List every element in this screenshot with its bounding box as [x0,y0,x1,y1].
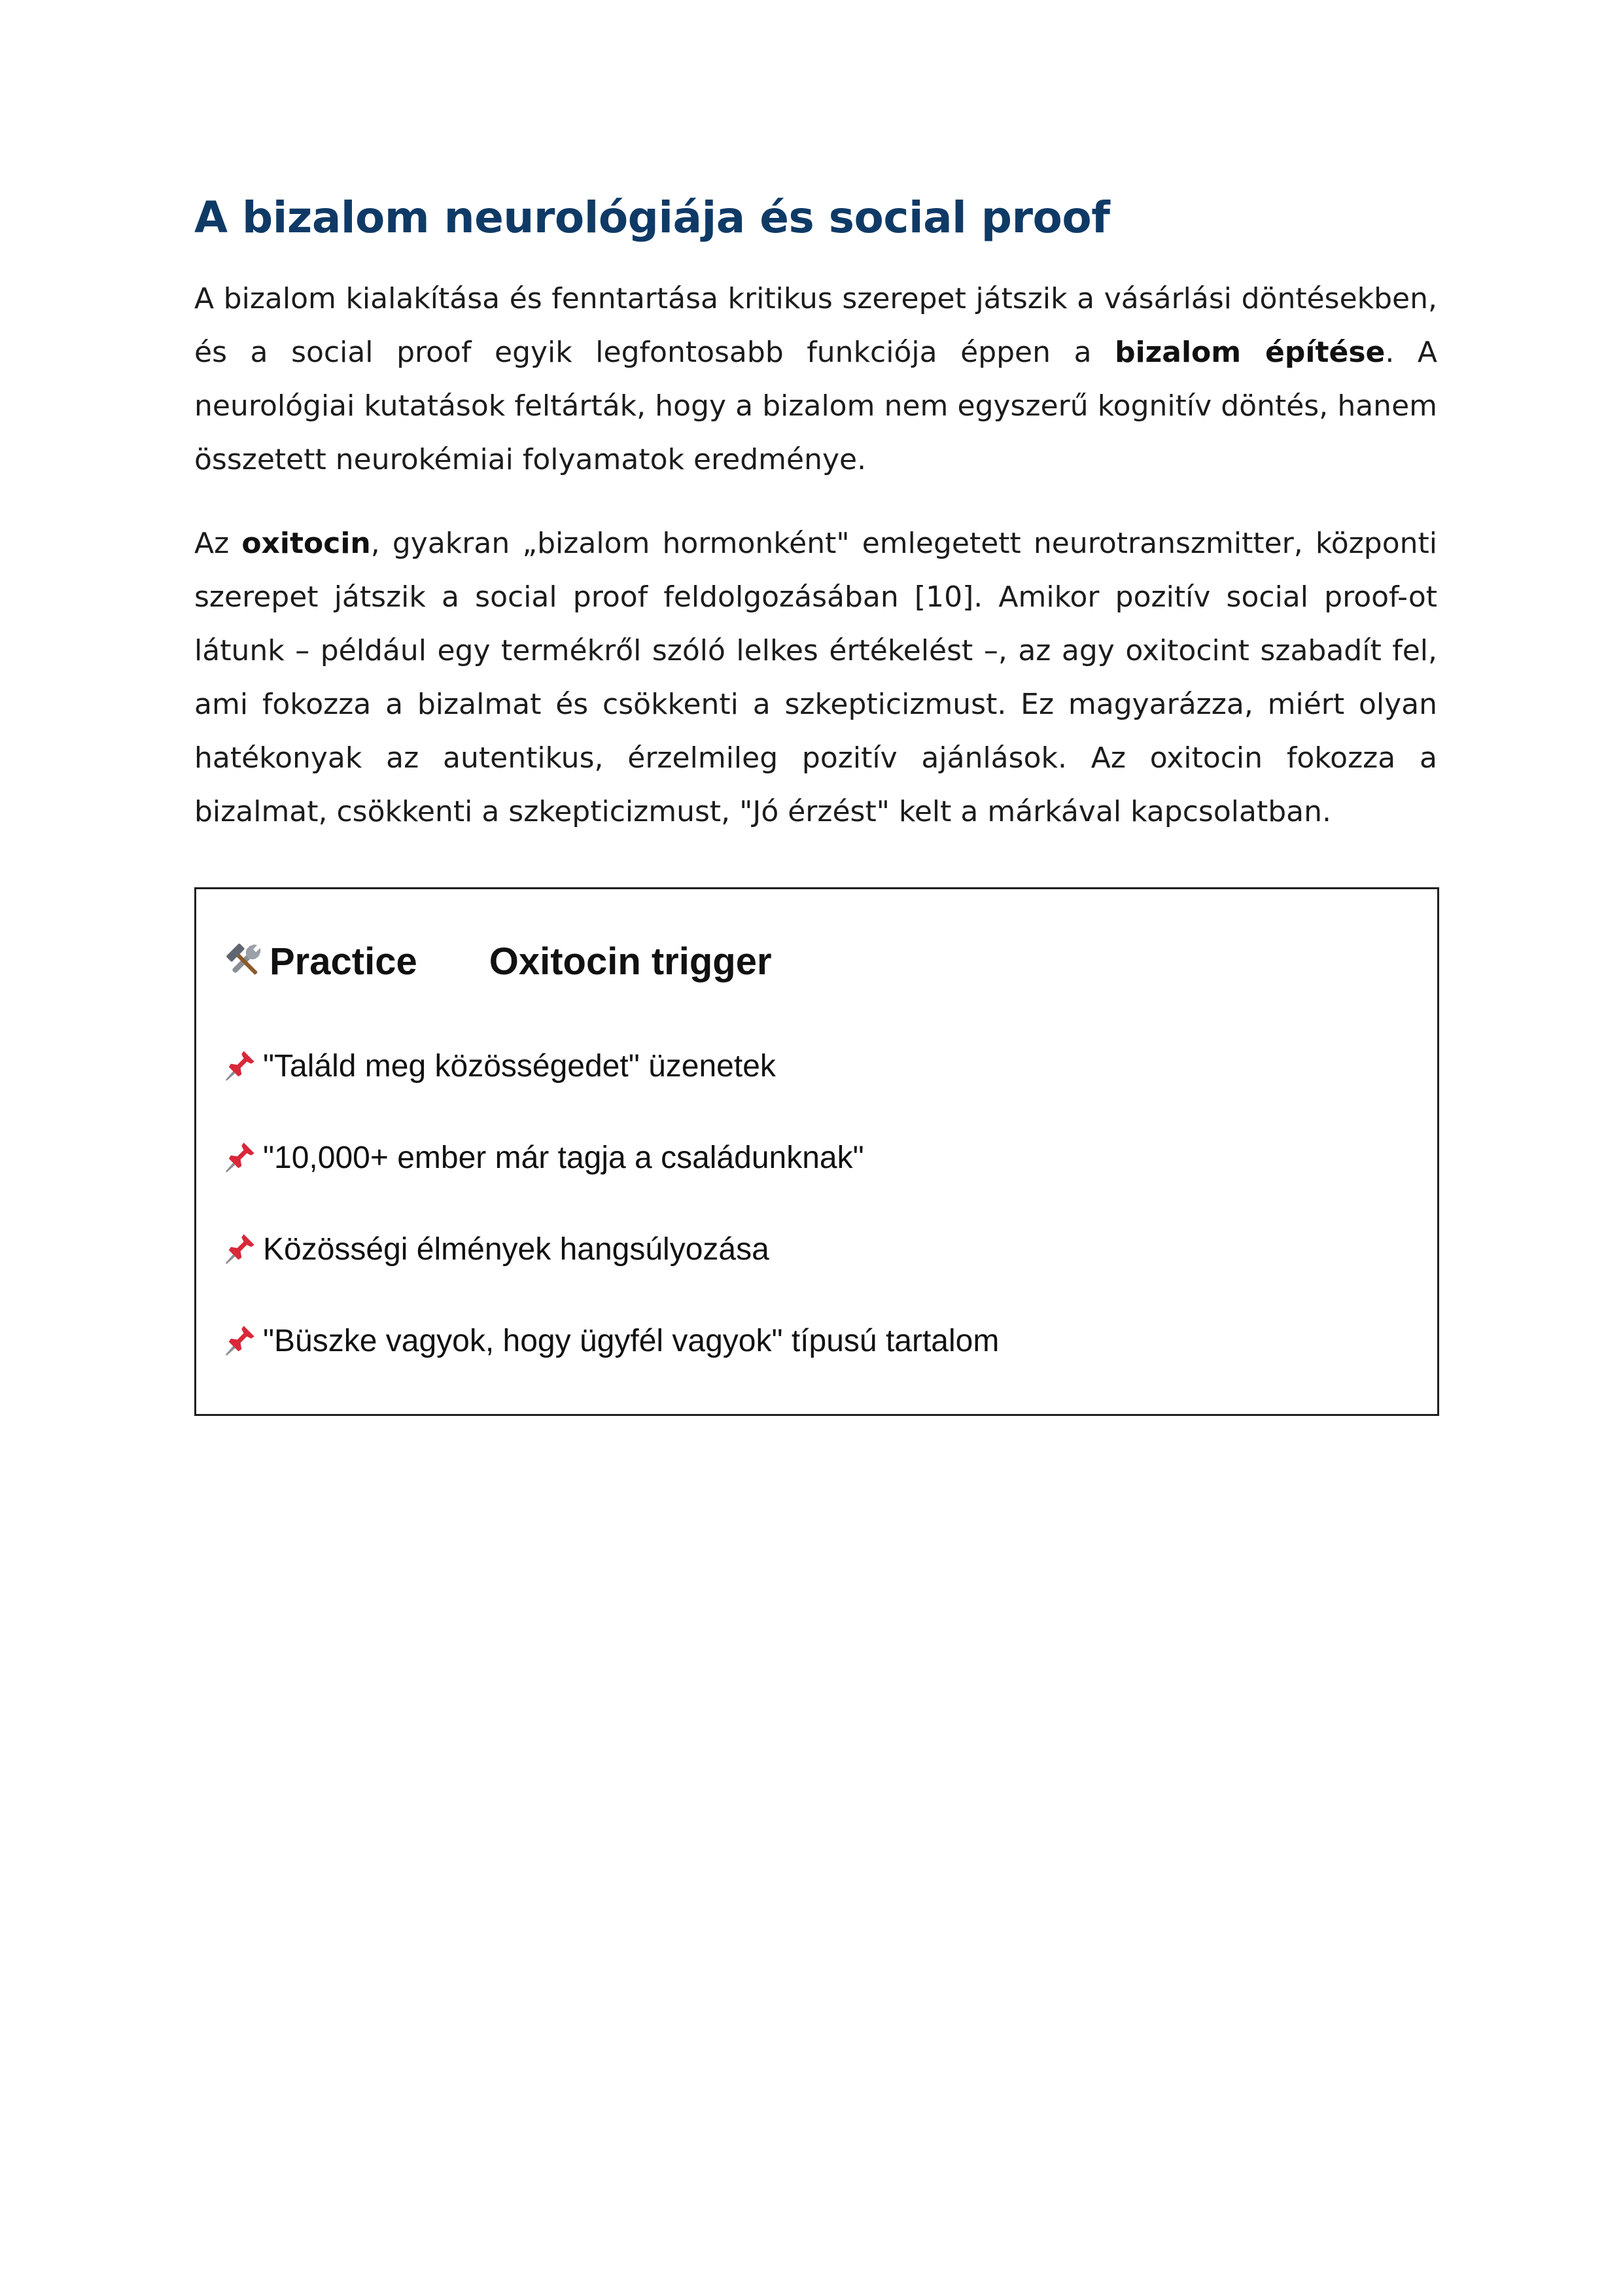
paragraph-trust [194,272,1437,487]
pushpin-icon [222,1049,256,1083]
paragraph-oxytocin [194,517,1437,839]
list-item [222,1203,999,1295]
practice-topic: Oxitocin trigger [489,940,772,983]
list-item [222,1295,999,1386]
practice-list [222,1020,999,1386]
pushpin-icon [222,1324,256,1358]
hammer-and-wrench-icon [222,940,266,983]
paragraph-oxytocin-bold: oxitocin [241,526,371,560]
list-item-text: "10,000+ ember már tagja a családunknak" [263,1140,864,1175]
paragraph-oxytocin-text-a: Az [194,526,242,560]
paragraph-trust-text-b: . A neurológiai kutatások feltárták, hogy a bizalom nem egyszerű kognitív döntés, hanem összetett neurokémiai folyamatok eredménye. [194,335,1438,476]
practice-label: Practice [270,940,417,983]
page-title: A bizalom neurológiája és social proof [194,192,1110,243]
list-item-text: "Büszke vagyok, hogy ügyfél vagyok" típusú tartalom [263,1323,1000,1358]
paragraph-trust-bold: bizalom építése [1115,335,1386,369]
paragraph-oxytocin-text-b: , gyakran „bizalom hormonként" emlegetett neurotranszmitter, központi szerepet játszik a social proof feldolgozásában [10]. Amikor pozitív social proof-ot látunk – például egy termékről szóló lelkes értékelést –, az agy oxitocint szabadít fel, ami fokozza a bizalmat és csökkenti a szkepticizmust. Ez magyarázza, miért olyan hatékonyak az autentikus, érzelmileg pozitív ajánlások. Az oxitocin fokozza a bizalmat, csökkenti a szkepticizmust, "Jó érzést" kelt a márkával kapcsolatban. [194,526,1437,828]
pushpin-icon [222,1232,256,1266]
list-item [222,1020,999,1112]
practice-box [194,887,1439,1416]
paragraph-trust-text-a: A bizalom kialakítása és fenntartása kritikus szerepet játszik a vásárlási döntésekben, és a social proof egyik legfontosabb funkciója éppen a [194,281,1437,369]
list-item-text: "Találd meg közösségedet" üzenetek [263,1048,776,1084]
list-item-text: Közösségi élmények hangsúlyozása [263,1231,769,1267]
list-item [222,1112,999,1203]
pushpin-icon [222,1140,256,1174]
article [194,190,1437,869]
practice-heading [222,935,772,987]
